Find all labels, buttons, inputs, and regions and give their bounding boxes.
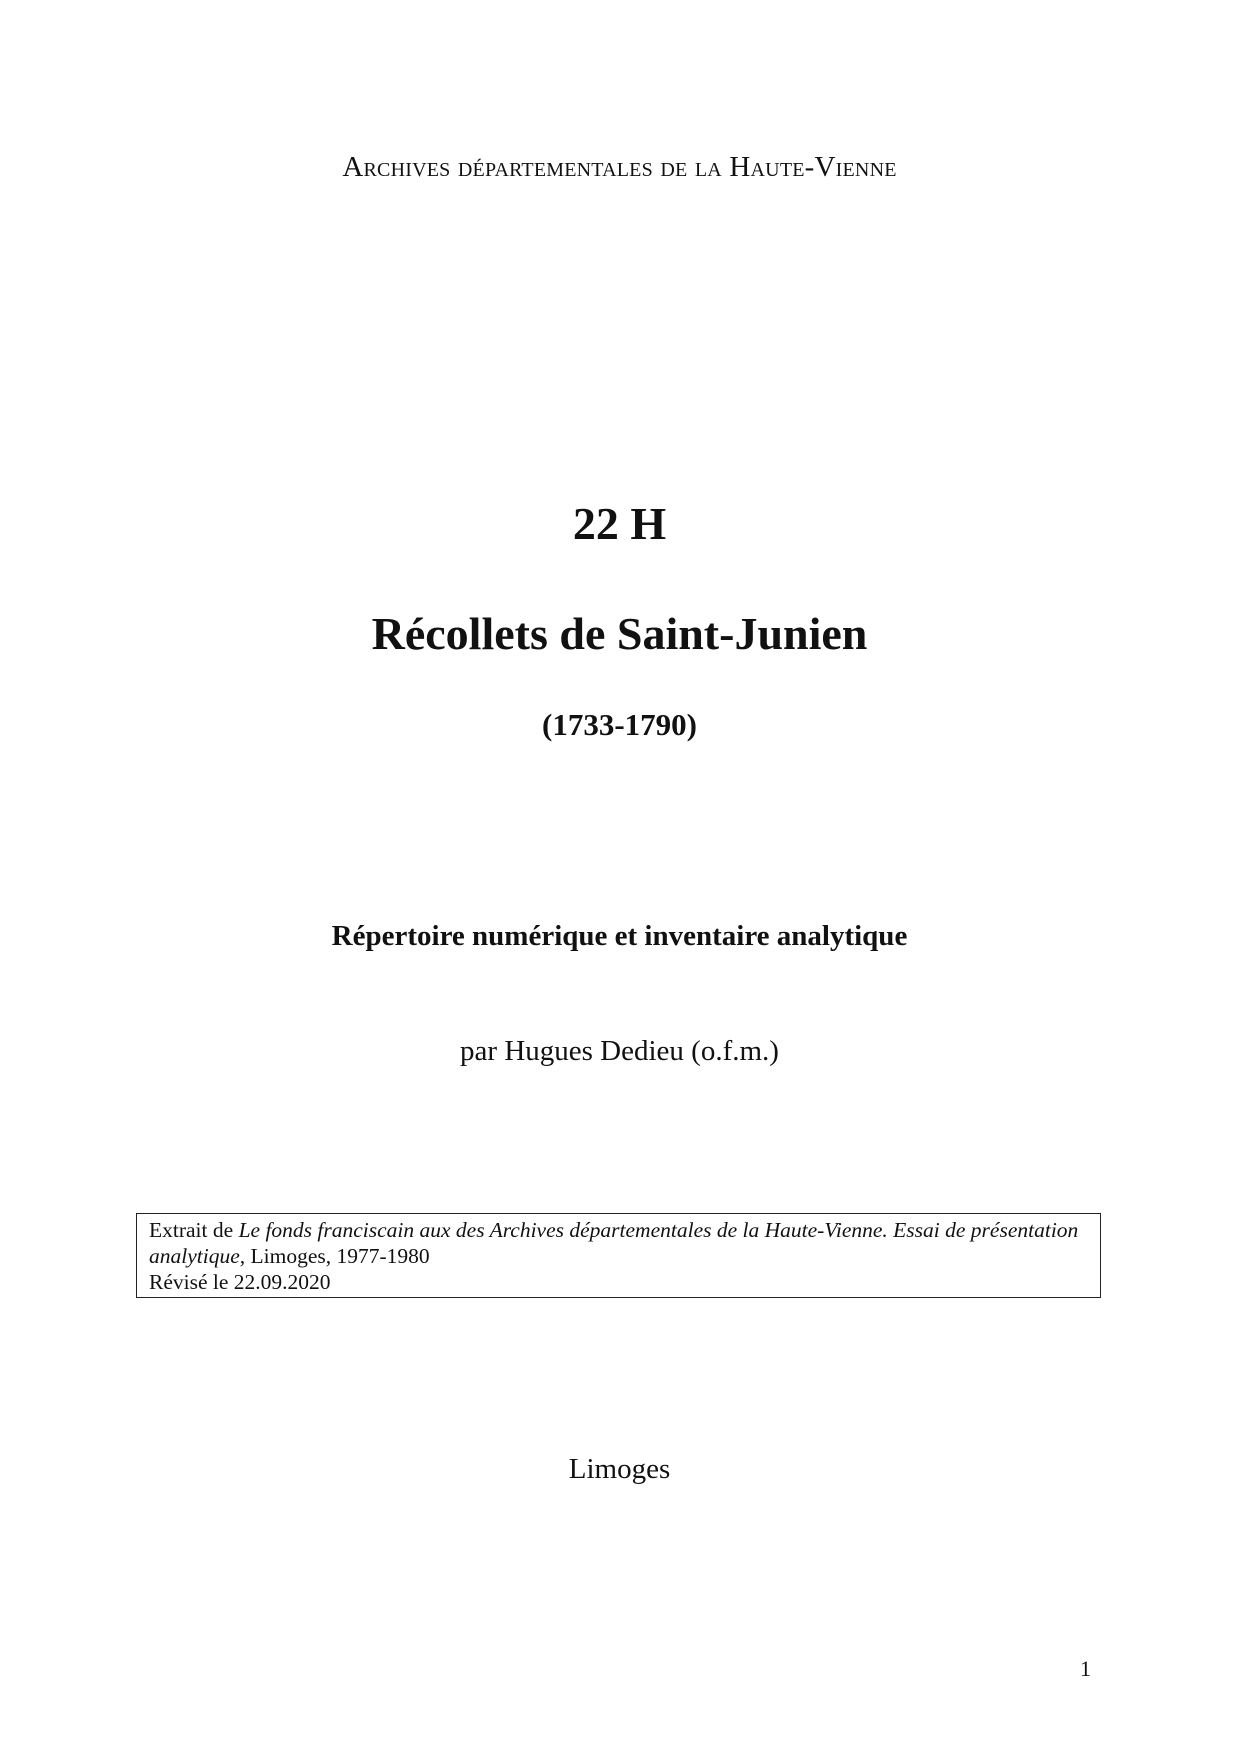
date-range: (1733-1790) <box>542 707 697 742</box>
publication-place: Limoges <box>568 1453 671 1485</box>
author-line: par Hugues Dedieu (o.f.m.) <box>460 1035 779 1067</box>
citation-prefix: Extrait de <box>149 1218 239 1242</box>
citation-work-title-end: analytique <box>149 1244 240 1268</box>
revision-date: Révisé le 22.09.2020 <box>149 1270 331 1294</box>
citation-box <box>136 1213 1101 1298</box>
citation-text-line2 <box>149 1243 1088 1269</box>
citation-work-title: Le fonds franciscain aux des Archives départementales de la Haute-Vienne. Essai de présentation <box>238 1218 1079 1242</box>
document-title: Récollets de Saint-Junien <box>371 608 868 659</box>
page-number: 1 <box>1080 1656 1091 1681</box>
citation-text <box>149 1217 1088 1243</box>
fonds-cote: 22 H <box>572 498 667 549</box>
institution-header: Archives départementales de la Haute-Vienne <box>342 151 897 183</box>
citation-publication: , Limoges, 1977-1980 <box>239 1244 430 1268</box>
document-subtitle: Répertoire numérique et inventaire analytique <box>331 920 908 952</box>
